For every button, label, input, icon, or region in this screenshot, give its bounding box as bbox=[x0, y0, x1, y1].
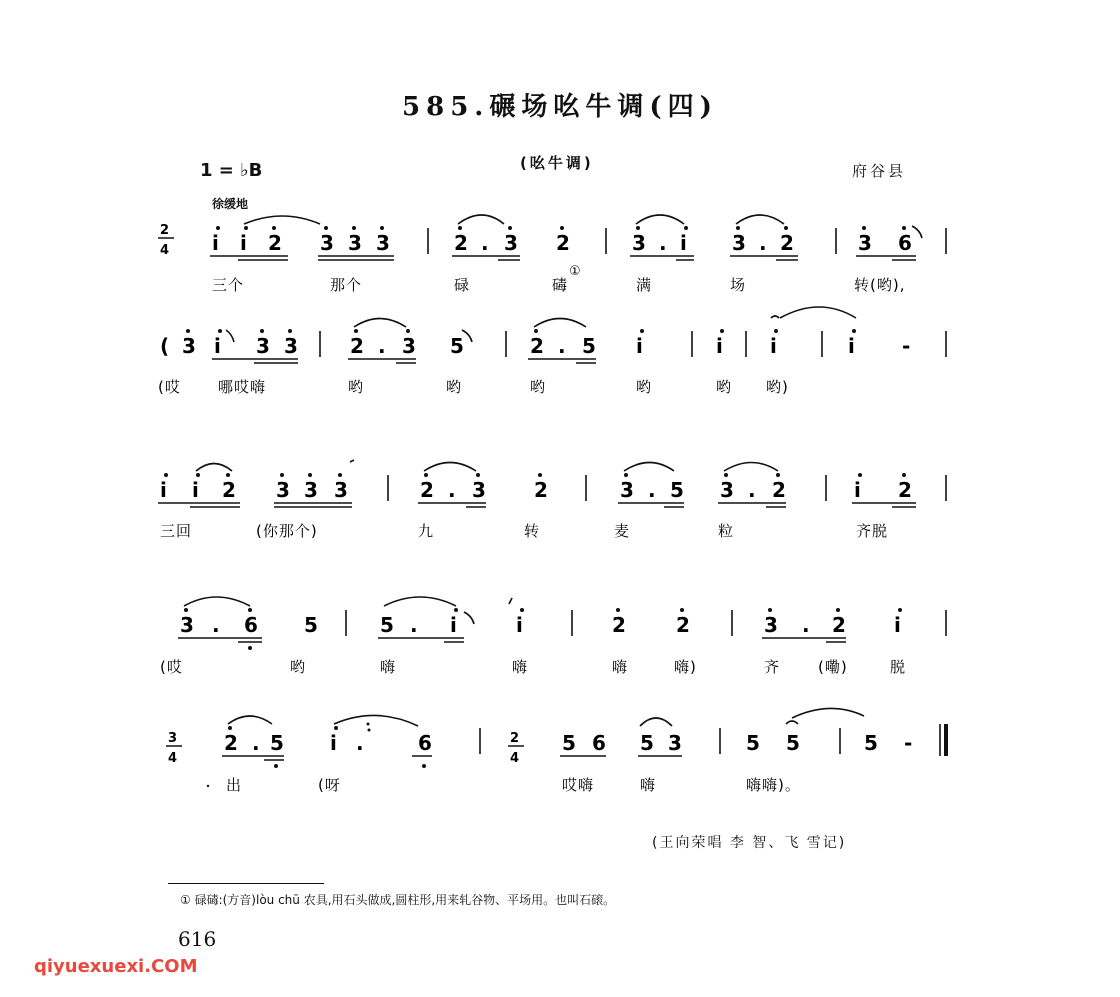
page-number: 616 bbox=[178, 927, 217, 951]
page-title: 585.碾场吆牛调(四) bbox=[402, 92, 718, 122]
time-sig-3-4-numerator: 3 bbox=[168, 731, 178, 746]
system-4 bbox=[160, 597, 946, 676]
footnote-rule bbox=[168, 883, 324, 884]
music-notation: 2 . 5 i . 6 5 6 5 3 5 5 5 - bbox=[224, 731, 913, 755]
system-2 bbox=[158, 307, 946, 396]
key-signature: 1 = ♭B bbox=[200, 160, 263, 181]
credit-line: (王向荣唱 李 智、飞 雪记) bbox=[652, 835, 847, 851]
lyrics-line-3: 三回 (你那个) 九 转 麦 粒 齐脱 bbox=[160, 522, 889, 540]
time-sig-2-4-denominator: 4 bbox=[510, 751, 520, 766]
music-notation: ( 3 i 3 3 2 . 3 5 2 . 5 i i i i - bbox=[160, 334, 911, 358]
region-label: 府谷县 bbox=[852, 162, 907, 180]
music-notation: i i 2 3 3 3 2 . 3 2 3 . 5 3 . 2 i 2 bbox=[160, 478, 912, 502]
svg-text:①: ① bbox=[569, 264, 581, 279]
lyrics-line-4: (哎 哟 嗨 嗨 嗨 嗨) 齐 (嘞) 脱 bbox=[160, 658, 907, 676]
music-notation: i i 2 3 3 3 2 . 3 2 3 . i 3 . 2 3 6 bbox=[212, 231, 912, 255]
tune-type: (吆牛调) bbox=[520, 154, 594, 172]
time-sig-denominator: 4 bbox=[160, 243, 170, 258]
footnote: ① 碌碡:(方音)lòu chū 农具,用石头做成,圆柱形,用来轧谷物、平场用。也叫石磙。 bbox=[180, 893, 616, 907]
time-sig-3-4-denominator: 4 bbox=[168, 751, 178, 766]
system-1 bbox=[158, 215, 946, 294]
music-notation: 3 . 6 5 5 . i i 2 2 3 . 2 i bbox=[180, 613, 901, 637]
tempo-marking: 徐缓地 bbox=[212, 197, 249, 211]
system-3 bbox=[158, 460, 946, 540]
watermark: qiyuexuexi.COM bbox=[34, 956, 198, 977]
time-sig-2-4-numerator: 2 bbox=[510, 731, 520, 746]
time-sig-numerator: 2 bbox=[160, 223, 170, 238]
lyrics-line-2: (哎 哪哎嗨 哟 哟 哟 哟 哟 哟) bbox=[158, 378, 789, 396]
lyrics-line-5: 出 (呀 哎嗨 嗨 嗨嗨)。 bbox=[226, 776, 801, 794]
system-5 bbox=[166, 708, 946, 794]
lyrics-line-1: 三个 那个 碌 碡 满 场 转(哟), bbox=[212, 276, 906, 294]
